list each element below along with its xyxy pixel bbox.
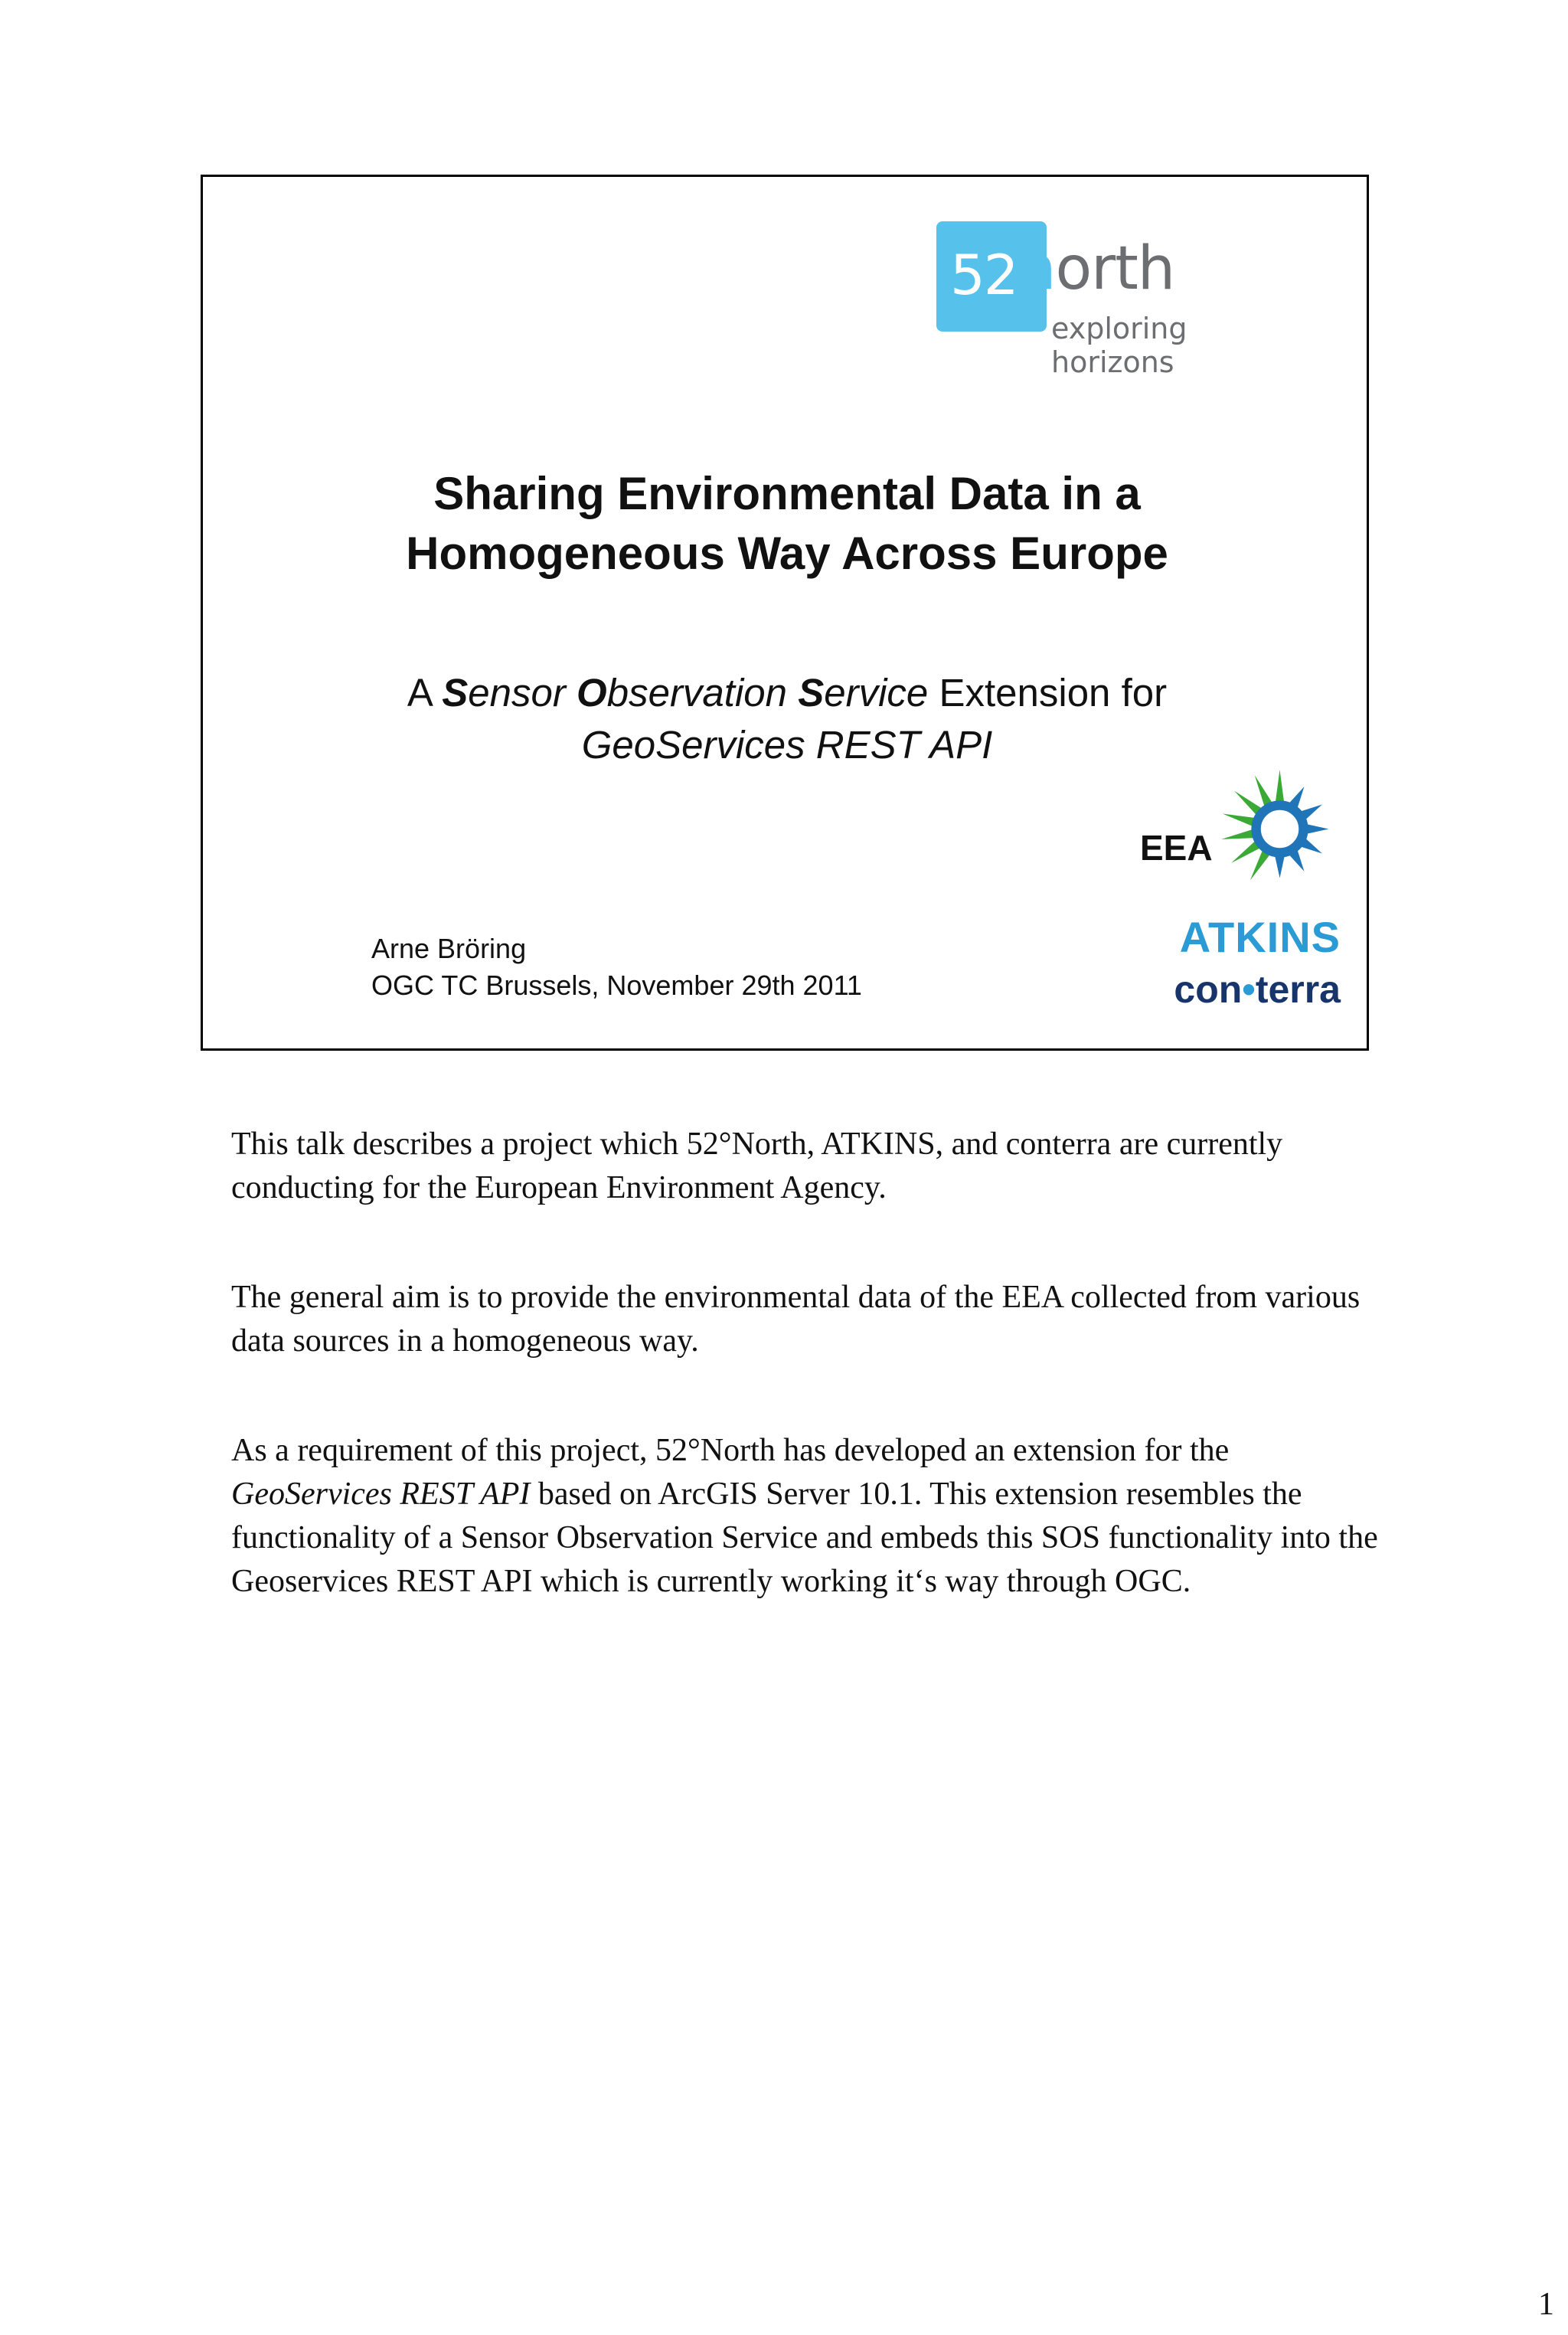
author-block [371,930,862,1004]
subtitle-ensor: ensor [468,671,577,715]
eea-sun-icon [1217,766,1343,892]
eea-logo-label: EEA [1140,828,1213,868]
52north-logo-tagline: exploring horizons [1051,312,1187,379]
subtitle-s1: S [442,671,469,715]
52north-logo-number: 52 [950,243,1018,307]
page-number: 1 [1538,2287,1554,2322]
52north-logo [936,221,1319,379]
atkins-logo: ATKINS [1179,913,1341,961]
conterra-logo-part1: con [1174,968,1243,1011]
event-info: OGC TC Brussels, November 29th 2011 [371,970,862,1001]
slide-subtitle [203,667,1371,771]
speaker-notes [231,1123,1380,1604]
notes-paragraph-3-start: As a requirement of this project, 52°North has developed an extension for the [231,1433,1230,1468]
slide-frame [201,175,1369,1051]
52north-logo-word [1018,234,1175,303]
52north-logo-word-rest: orth [1055,234,1175,303]
slide-title-line1: Sharing Environmental Data in a [433,468,1141,519]
notes-paragraph-3-italic: GeoServices REST API [231,1477,531,1512]
conterra-logo [1134,967,1341,1012]
subtitle-o1: O [577,671,607,715]
notes-paragraph-3-end: based on ArcGIS Server 10.1. This extension resembles the functionality of a Sensor Observation Service and embeds this SOS functionality into the Geoservices REST API which is currently working it‘s way through OGC. [231,1477,1378,1599]
subtitle-extension: Extension for [928,671,1168,715]
subtitle-bservation: bservation [606,671,799,715]
subtitle-s2: S [798,671,825,715]
notes-paragraph-1: This talk describes a project which 52°North, ATKINS, and conterra are currently conducting for the European Environment Agency. [231,1127,1283,1205]
52north-logo-word-first: n [1018,234,1056,303]
conterra-logo-dot: • [1242,968,1256,1011]
conterra-logo-part2: terra [1255,968,1341,1011]
subtitle-line2: GeoServices REST API [581,723,993,767]
subtitle-ervice: ervice [824,671,929,715]
eea-logo [1140,766,1347,896]
author-name: Arne Bröring [371,933,527,964]
notes-paragraph-2: The general aim is to provide the environmental data of the EEA collected from various data sources in a homogeneous way. [231,1280,1361,1359]
slide-title-line2: Homogeneous Way Across Europe [406,528,1168,579]
subtitle-a: A [407,671,443,715]
slide-title [203,464,1371,584]
notes-paragraph-3 [231,1429,1380,1604]
